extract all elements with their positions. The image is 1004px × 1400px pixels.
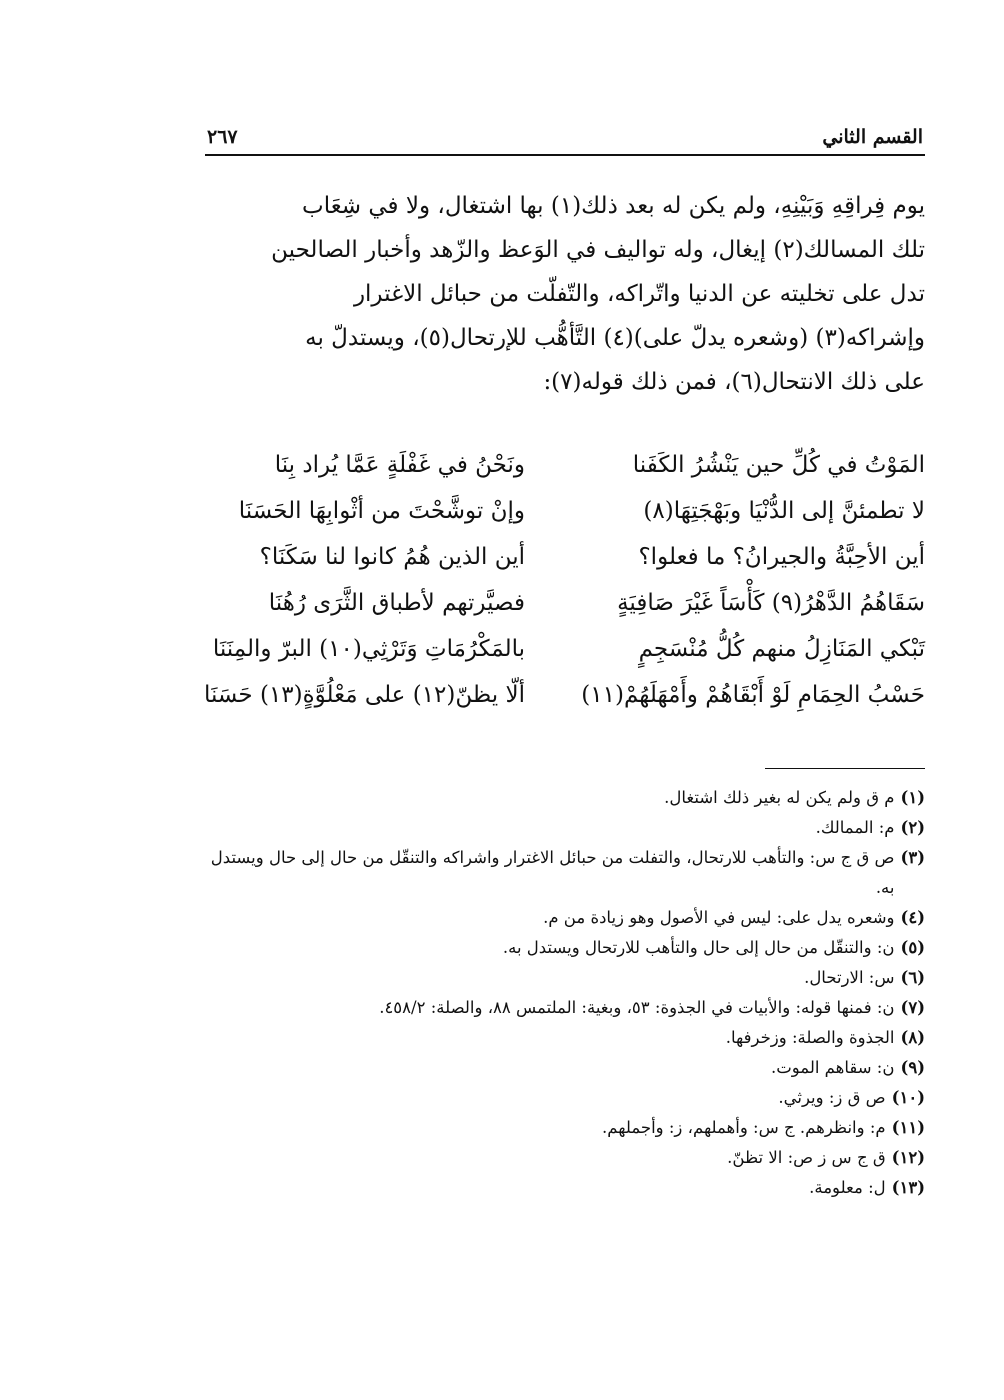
footnote [205, 993, 925, 1023]
footnote [205, 783, 925, 813]
verse-first-hemistich: لا تطمئنَّ إلى الدُّنْيَا وبَهْجَتِهَا(٨) [643, 498, 925, 524]
body-line: يوم فِراقِهِ وَبَيْنِهِ، ولم يكن له بعد ذلك(١) بها اشتغال، ولا في شِعَاب [302, 193, 925, 219]
page-number: ٢٦٧ [207, 126, 238, 148]
footnote-number: (٧) [900, 998, 925, 1017]
verse-first-hemistich: المَوْتُ في كُلِّ حين يَنْشُرُ الكَفَنا [632, 452, 925, 478]
poem-verse [205, 488, 925, 534]
footnote-text: وشعره يدل على: ليس في الأصول وهو زيادة من م. [543, 908, 895, 927]
footnote-number: (١٠) [891, 1088, 925, 1107]
verse-first-hemistich: تَبْكي المَنَازِلُ منهم كُلُّ مُنْسَجِمٍ [638, 636, 925, 662]
footnote-number: (١٢) [891, 1148, 925, 1167]
footnote [205, 963, 925, 993]
footnote-text: س: الارتحال. [804, 968, 895, 987]
footnote-number: (١) [900, 788, 925, 807]
footnote-number: (٦) [900, 968, 925, 987]
body-line: وإشراكه(٣) (وشعره يدلّ على)(٤) التَّأهُّب للإرتحال(٥)، ويستدلّ به [305, 325, 925, 351]
footnote-number: (١٣) [891, 1178, 925, 1197]
footnote [205, 813, 925, 843]
body-paragraph [205, 184, 925, 404]
footnote [205, 1173, 925, 1203]
footnote [205, 843, 925, 903]
verse-second-hemistich: فصيَّرتهم لأطباق الثَّرَى رُهُنَا [268, 590, 525, 616]
footnote-text: ص ق ز: ويرثي. [778, 1088, 886, 1107]
poem-verse [205, 626, 925, 672]
footnote-number: (٤) [900, 908, 925, 927]
poem [205, 442, 925, 718]
footnote-number: (٩) [900, 1058, 925, 1077]
footnote [205, 903, 925, 933]
footnote [205, 1053, 925, 1083]
footnote [205, 1083, 925, 1113]
footnote-number: (٢) [900, 818, 925, 837]
footnote-text: الجذوة والصلة: وزخرفها. [725, 1028, 895, 1047]
poem-verse [205, 442, 925, 488]
poem-verse [205, 672, 925, 718]
footnotes [205, 783, 925, 1203]
footnote-text: ن: سقاهم الموت. [770, 1058, 895, 1077]
footnote-number: (٨) [900, 1028, 925, 1047]
page-header [205, 110, 925, 156]
footnote [205, 1143, 925, 1173]
body-line: تلك المسالك(٢) إيغال، وله تواليف في الوَعظ والزّهد وأخبار الصالحين [271, 237, 925, 263]
footnote-text: م ق ولم يكن له بغير ذلك اشتغال. [664, 788, 895, 807]
body-line: تدل على تخليته عن الدنيا واتّراكه، والتّفلّت من حبائل الاغترار [353, 281, 925, 307]
verse-second-hemistich: وإنْ توشَّحْتَ من أثْوابِهَا الحَسَنَا [238, 498, 525, 524]
footnote-divider [765, 768, 925, 769]
footnote-text: ن: فمنها قوله: والأبيات في الجذوة: ٥٣، وبغية: الملتمس ٨٨، والصلة: ٤٥٨/٢. [379, 998, 895, 1017]
footnote-text: ق ج س ز ص: الا تظنّ. [727, 1148, 886, 1167]
poem-verse [205, 534, 925, 580]
footnote-number: (٥) [900, 938, 925, 957]
footnote-text: ل: معلومة. [809, 1178, 886, 1197]
verse-second-hemistich: ألّا يظنّ(١٢) على مَعْلُوَّةٍ(١٣) حَسَنَا [203, 682, 525, 708]
verse-first-hemistich: حَسْبُ الحِمَامِ لَوْ أَبْقَاهُمْ وأَمْهَلَهُمْ(١١) [581, 682, 925, 708]
footnote [205, 1113, 925, 1143]
section-title: القسم الثاني [822, 126, 923, 148]
verse-first-hemistich: أين الأحِبَّةُ والجيرانُ؟ ما فعلوا؟ [638, 544, 925, 570]
footnote-number: (١١) [891, 1118, 925, 1137]
body-line: على ذلك الانتحال(٦)، فمن ذلك قوله(٧): [543, 369, 925, 395]
footnote [205, 933, 925, 963]
poem-verse [205, 580, 925, 626]
footnote-text: م: الممالك. [815, 818, 895, 837]
footnote-text: ص ق ج س: والتأهب للارتحال، والتفلت من حبائل الاغترار واشراكه والتنقّل من حال إلى حال ويستدل به. [210, 848, 895, 897]
footnote-text: م: وانظرهم. ج س: وأهملهم، ز: وأجملهم. [602, 1118, 886, 1137]
verse-first-hemistich: سَقَاهُمُ الدَّهْرُ(٩) كَأْسَاً غَيْرَ صَافِيَةٍ [617, 590, 925, 616]
verse-second-hemistich: بالمَكْرُمَاتِ وَتَرْثِي(١٠) البرّ والمِنَنَا [212, 636, 525, 662]
verse-second-hemistich: أين الذين هُمُ كانوا لنا سَكَنَا؟ [259, 544, 525, 570]
footnote [205, 1023, 925, 1053]
footnote-number: (٣) [900, 848, 925, 867]
verse-second-hemistich: ونَحْنُ في غَفْلَةٍ عَمَّا يُراد بِنَا [274, 452, 525, 478]
book-page [205, 110, 925, 1203]
footnote-text: ن: والتنقّل من حال إلى حال والتأهب للارتحال ويستدل به. [502, 938, 895, 957]
